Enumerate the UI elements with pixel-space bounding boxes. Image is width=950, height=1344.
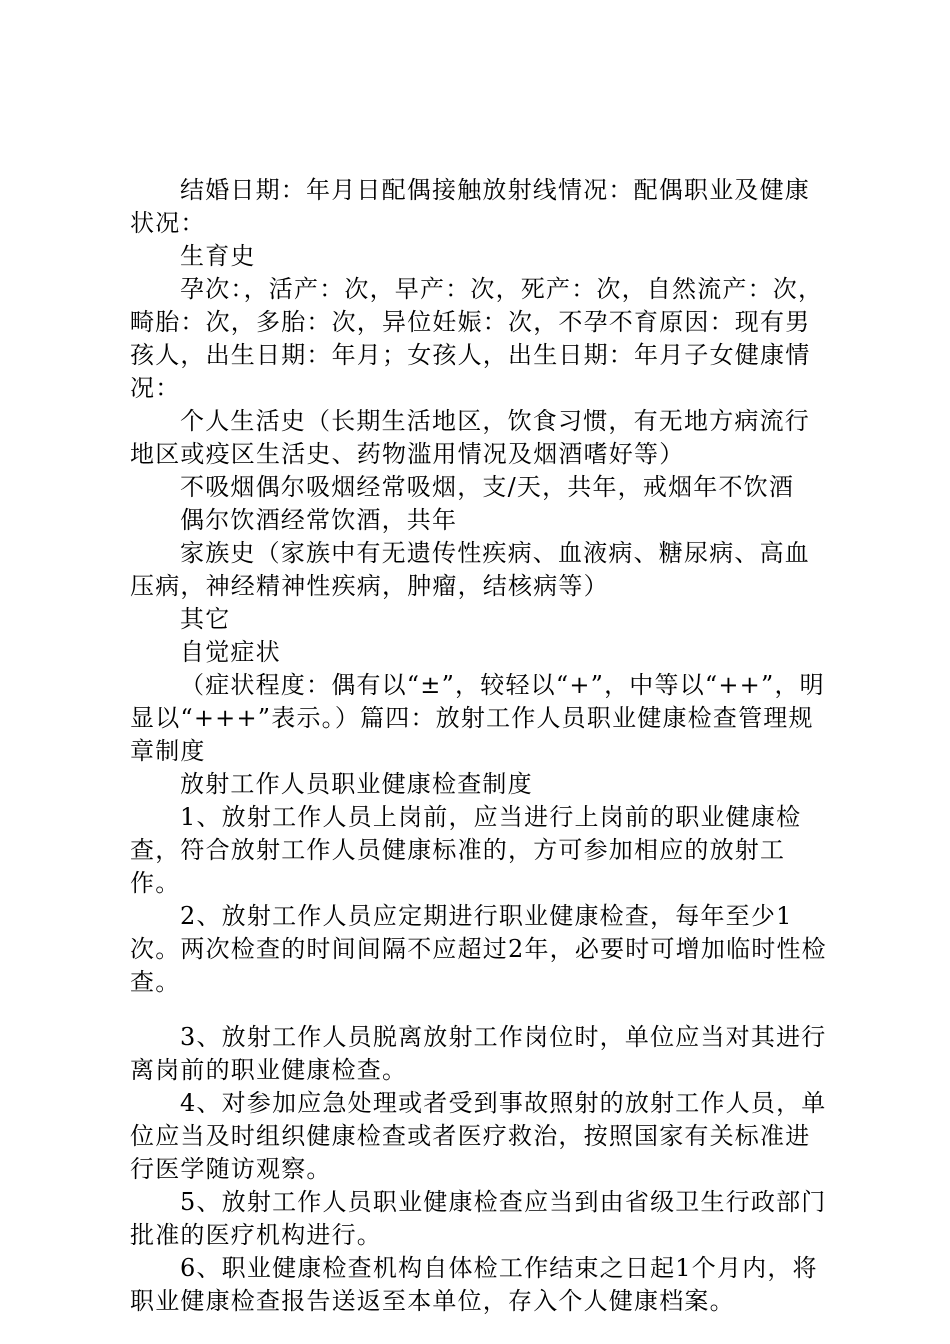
regulation-item-3: 3、放射工作人员脱离放射工作岗位时，单位应当对其进行离岗前的职业健康检查。 bbox=[130, 1023, 827, 1084]
fertility-details-paragraph: 孕次：，活产：次，早产：次，死产：次，自然流产：次，畸胎：次，多胎：次，异位妊娠：次，不孕不育原因：现有男孩人，出生日期：年月；女孩人，出生日期：年月子女健康情况： bbox=[130, 275, 824, 402]
family-history-paragraph: 家族史（家族中有无遗传性疾病、血液病、糖尿病、高血压病，神经精神性疾病，肿瘤，结核病等） bbox=[130, 539, 810, 600]
symptom-scale-paragraph: （症状程度：偶有以“±”，较轻以“+”，中等以“++”，明显以“+++”表示。）篇四：放射工作人员职业健康检查管理规章制度 bbox=[130, 671, 825, 765]
regulation-title: 放射工作人员职业健康检查制度 bbox=[180, 770, 533, 798]
marriage-info-paragraph: 结婚日期：年月日配偶接触放射线情况：配偶职业及健康状况： bbox=[130, 176, 810, 237]
regulation-item-4: 4、对参加应急处理或者受到事故照射的放射工作人员，单位应当及时组织健康检查或者医疗救治，按照国家有关标准进行医学随访观察。 bbox=[130, 1089, 827, 1183]
regulation-item-5: 5、放射工作人员职业健康检查应当到由省级卫生行政部门批准的医疗机构进行。 bbox=[130, 1188, 827, 1249]
fertility-history-heading: 生育史 bbox=[180, 242, 256, 270]
regulation-item-2: 2、放射工作人员应定期进行职业健康检查，每年至少1次。两次检查的时间间隔不应超过2年，必要时可增加临时性检查。 bbox=[130, 902, 827, 996]
smoking-paragraph: 不吸烟偶尔吸烟经常吸烟，支/天，共年，戒烟年不饮酒 bbox=[180, 473, 795, 501]
other-heading: 其它 bbox=[180, 605, 231, 633]
personal-history-paragraph: 个人生活史（长期生活地区，饮食习惯，有无地方病流行地区或疫区生活史、药物滥用情况及烟酒嗜好等） bbox=[130, 407, 810, 468]
document-body bbox=[130, 174, 835, 1318]
regulation-item-1: 1、放射工作人员上岗前，应当进行上岗前的职业健康检查，符合放射工作人员健康标准的，方可参加相应的放射工作。 bbox=[130, 803, 802, 897]
drinking-paragraph: 偶尔饮酒经常饮酒，共年 bbox=[180, 506, 458, 534]
symptoms-heading: 自觉症状 bbox=[180, 638, 281, 666]
regulation-item-6: 6、职业健康检查机构自体检工作结束之日起1个月内，将职业健康检查报告送返至本单位，存入个人健康档案。 bbox=[130, 1254, 818, 1315]
